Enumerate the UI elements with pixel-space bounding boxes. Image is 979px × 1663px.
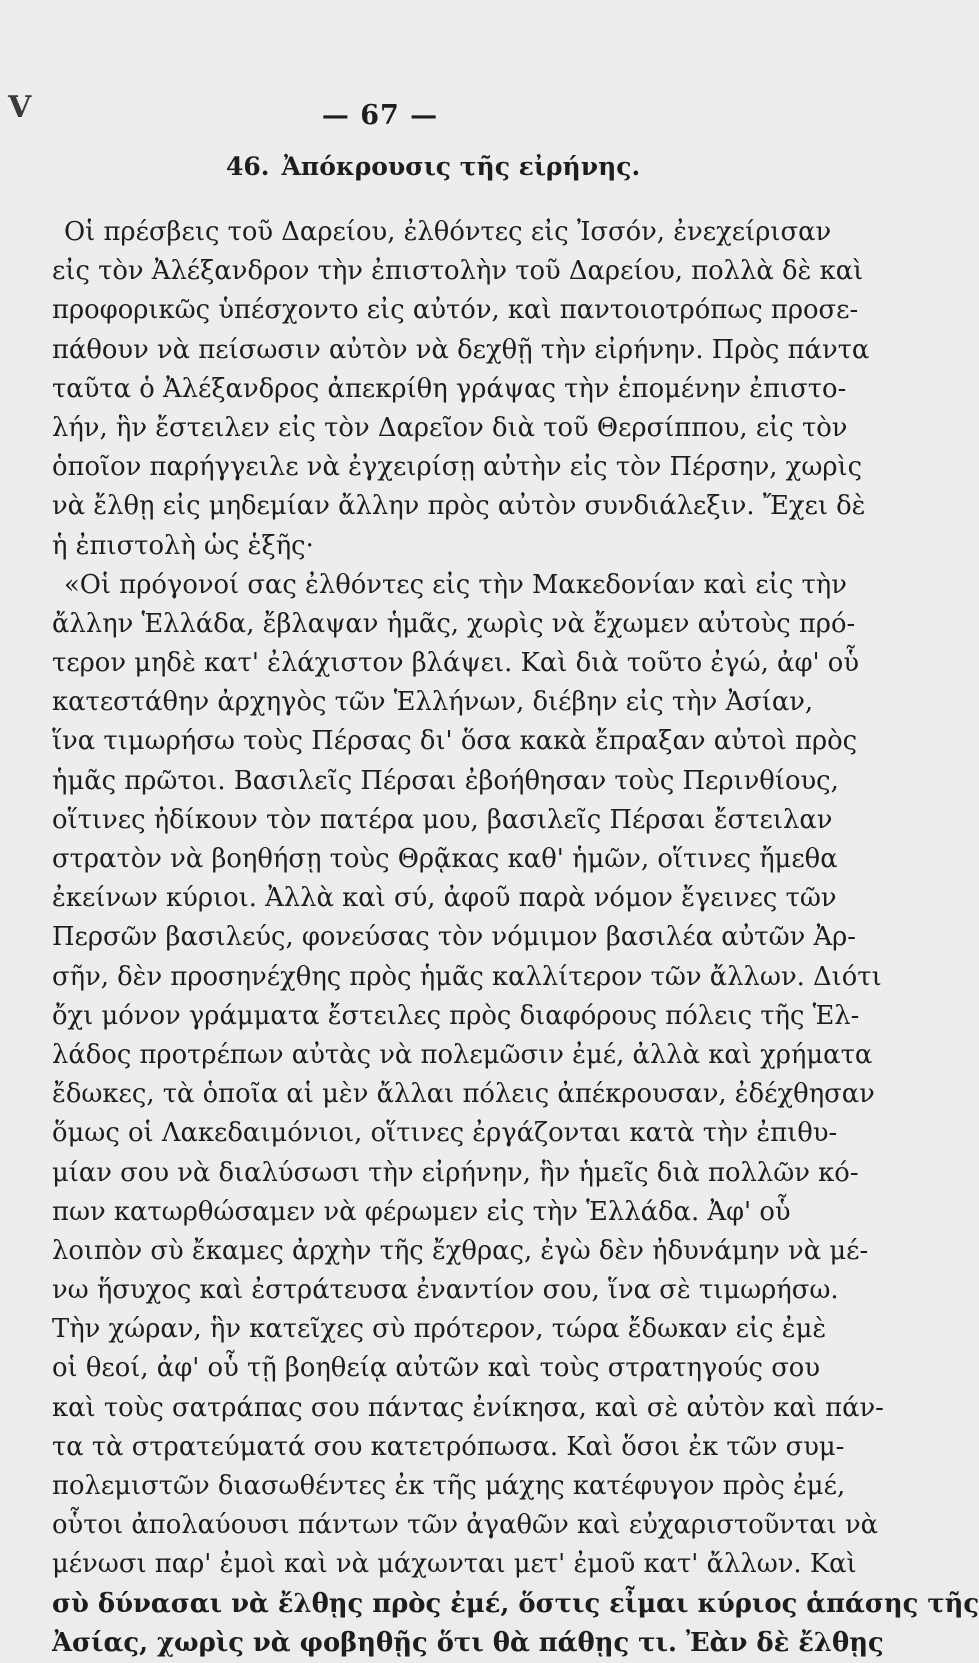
- text-line: οἱ θεοί, ἀφ' οὗ τῇ βοηθείᾳ αὐτῶν καὶ τοὺς στρατηγούς σου: [52, 1353, 821, 1384]
- text-line: Τὴν χώραν, ἣν κατεῖχες σὺ πρότερον, τώρα ἔδωκαν εἰς ἐμὲ: [52, 1314, 827, 1345]
- page-edge-mark: V: [8, 90, 32, 125]
- page-number: — 67 —: [321, 100, 439, 131]
- text-line: Περσῶν βασιλεύς, φονεύσας τὸν νόμιμον βασιλέα αὐτῶν Ἀρ-: [52, 922, 857, 953]
- text-line: τερον μηδὲ κατ' ἐλάχιστον βλάψει. Καὶ διὰ τοῦτο ἐγώ, ἀφ' οὗ: [52, 648, 860, 679]
- text-line: «Οἱ πρόγονοί σας ἐλθόντες εἰς τὴν Μακεδονίαν καὶ εἰς τὴν: [64, 569, 847, 600]
- text-line: νω ἥσυχος καὶ ἐστράτευσα ἐναντίον σου, ἵνα σὲ τιμωρήσω.: [52, 1275, 839, 1306]
- text-line: ὁποῖον παρήγγειλε νὰ ἐγχειρίσῃ αὐτὴν εἰς τὸν Πέρσην, χωρὶς: [52, 452, 863, 483]
- text-line: πων κατωρθώσαμεν νὰ φέρωμεν εἰς τὴν Ἑλλάδα. Ἀφ' οὗ: [52, 1196, 791, 1227]
- text-line: λήν, ἣν ἔστειλεν εἰς τὸν Δαρεῖον διὰ τοῦ Θερσίππου, εἰς τὸν: [52, 412, 848, 443]
- text-line: πολεμιστῶν διασωθέντες ἐκ τῆς μάχης κατέφυγον πρὸς ἐμέ,: [52, 1471, 846, 1501]
- section-number: 46.: [226, 152, 270, 181]
- text-line: προφορικῶς ὑπέσχοντο εἰς αὐτόν, καὶ παντοιοτρόπως προσε-: [52, 295, 859, 326]
- text-line: Ἀσίας, χωρὶς νὰ φοβηθῇς ὅτι θὰ πάθῃς τι. Ἐὰν δὲ ἔλθῃς: [52, 1627, 884, 1658]
- text-line: λάδος προτρέπων αὐτὰς νὰ πολεμῶσιν ἐμέ, ἀλλὰ καὶ χρήματα: [52, 1039, 873, 1070]
- text-line: στρατὸν νὰ βοηθήσῃ τοὺς Θρᾷκας καθ' ἡμῶν, οἵτινες ἤμεθα: [52, 844, 838, 874]
- text-line: ἔδωκες, τὰ ὁποῖα αἱ μὲν ἄλλαι πόλεις ἀπέκρουσαν, ἐδέχθησαν: [52, 1079, 875, 1110]
- text-line: ταῦτα ὁ Ἀλέξανδρος ἀπεκρίθη γράψας τὴν ἑπομένην ἐπιστο-: [52, 373, 847, 404]
- text-line: τα τὰ στρατεύματά σου κατετρόπωσα. Καὶ ὅσοι ἐκ τῶν συμ-: [52, 1431, 845, 1462]
- text-line: λοιπὸν σὺ ἔκαμες ἀρχὴν τῆς ἔχθρας, ἐγὼ δὲν ἠδυνάμην νὰ μέ-: [52, 1235, 869, 1266]
- text-line: ὄχι μόνον γράμματα ἔστειλες πρὸς διαφόρους πόλεις τῆς Ἑλ-: [52, 1000, 860, 1031]
- section-heading: [226, 152, 640, 181]
- text-line: ἵνα τιμωρήσω τοὺς Πέρσας δι' ὅσα κακὰ ἔπραξαν αὐτοὶ πρὸς: [52, 726, 858, 757]
- text-line: μίαν σου νὰ διαλύσωσι τὴν εἰρήνην, ἣν ἡμεῖς διὰ πολλῶν κό-: [52, 1157, 859, 1188]
- text-line: ἐκείνων κύριοι. Ἀλλὰ καὶ σύ, ἀφοῦ παρὰ νόμον ἔγεινες τῶν: [52, 883, 837, 914]
- text-line: ἡμᾶς πρῶτοι. Βασιλεῖς Πέρσαι ἐβοήθησαν τοὺς Περινθίους,: [52, 765, 839, 796]
- text-line: σῆν, δὲν προσηνέχθης πρὸς ἡμᾶς καλλίτερον τῶν ἄλλων. Διότι: [52, 961, 882, 992]
- text-line: νὰ ἔλθῃ εἰς μηδεμίαν ἄλλην πρὸς αὐτὸν συνδιάλεξιν. Ἔχει δὲ: [52, 491, 866, 522]
- text-line: ἡ ἐπιστολὴ ὡς ἑξῆς·: [52, 530, 314, 561]
- body-text: [52, 213, 979, 1663]
- text-line: Οἱ πρέσβεις τοῦ Δαρείου, ἐλθόντες εἰς Ἰσσόν, ἐνεχείρισαν: [64, 217, 832, 247]
- text-line: ἄλλην Ἑλλάδα, ἔβλαψαν ἡμᾶς, χωρὶς νὰ ἔχωμεν αὐτοὺς πρό-: [52, 608, 856, 639]
- text-line: καὶ τοὺς σατράπας σου πάντας ἐνίκησα, καὶ σὲ αὐτὸν καὶ πάν-: [52, 1392, 884, 1423]
- text-line: κατεστάθην ἀρχηγὸς τῶν Ἑλλήνων, διέβην εἰς τὴν Ἀσίαν,: [52, 687, 814, 718]
- text-line: οὗτοι ἀπολαύουσι πάντων τῶν ἀγαθῶν καὶ εὐχαριστοῦνται νὰ: [52, 1510, 879, 1541]
- text-line: σὺ δύνασαι νὰ ἔλθῃς πρὸς ἐμέ, ὅστις εἶμαι κύριος ἁπάσης τῆς: [52, 1588, 979, 1619]
- text-line: μένωσι παρ' ἐμοὶ καὶ νὰ μάχωνται μετ' ἐμοῦ κατ' ἄλλων. Καὶ: [52, 1549, 857, 1580]
- text-line: πάθουν νὰ πείσωσιν αὐτὸν νὰ δεχθῇ τὴν εἰρήνην. Πρὸς πάντα: [52, 334, 870, 365]
- text-line: οἵτινες ἠδίκουν τὸν πατέρα μου, βασιλεῖς Πέρσαι ἔστειλαν: [52, 804, 833, 835]
- text-line: εἰς τὸν Ἀλέξανδρον τὴν ἐπιστολὴν τοῦ Δαρείου, πολλὰ δὲ καὶ: [52, 256, 864, 287]
- text-line: ὅμως οἱ Λακεδαιμόνιοι, οἵτινες ἐργάζονται κατὰ τὴν ἐπιθυ-: [52, 1118, 838, 1149]
- section-title: Ἀπόκρουσις τῆς εἰρήνης.: [281, 152, 641, 181]
